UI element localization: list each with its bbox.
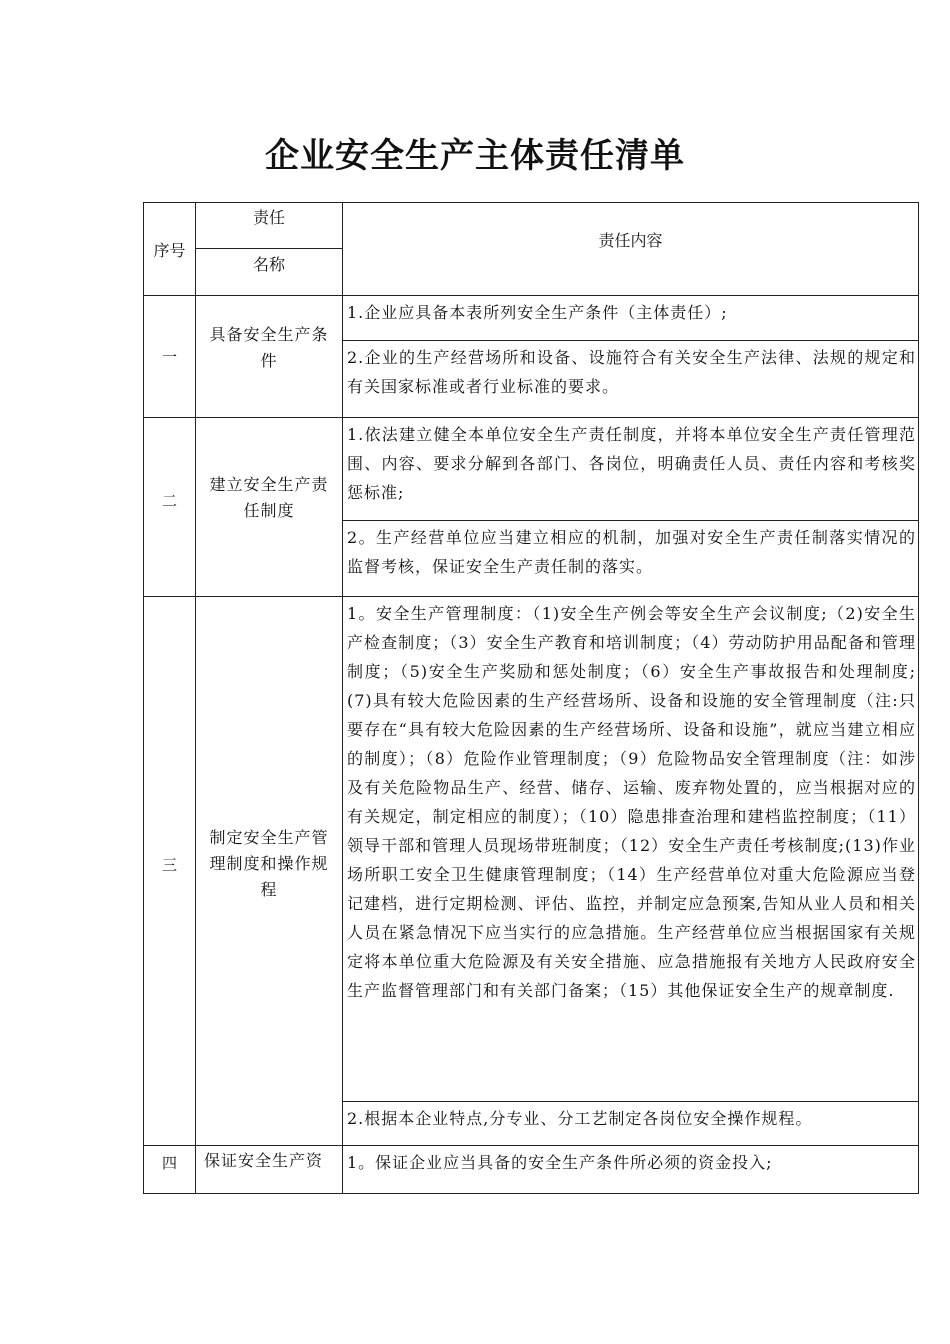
header-name-bottom: 名称 <box>252 254 285 274</box>
row-number: 四 <box>161 1153 177 1172</box>
header-seq: 序号 <box>153 240 186 260</box>
header-name-top: 责任 <box>252 207 285 227</box>
row-number: 二 <box>161 491 177 510</box>
row-item: 2.根据本企业特点,分专业、分工艺制定各岗位安全操作规程。 <box>347 1109 813 1128</box>
table-border-bottom <box>143 1193 919 1194</box>
row-item: 1。保证企业应当具备的安全生产条件所必须的资金投入; <box>347 1153 773 1172</box>
row-item: 1。安全生产管理制度：（1)安全生产例会等安全生产会议制度;（2)安全生产检查制度；（3）安全生产教育和培训制度；（4）劳动防护用品配备和管理制度；（5)安全生产奖励和惩处制度；（6）安全生产事故报告和处理制度;(7)具有较大危险因素的生产经营场所、设备和设施的安全管理制度（注:只要存在“具有较大危险因素的生产经营场所、设备和设施”，就应当建立相应的制度）；（8）危险作业管理制度；（9）危险物品安全管理制度（注：如涉及有关危险物品生产、经营、储存、运输、废弃物处置的，应当根据对应的有关规定，制定相应的制度）；（10）隐患排查治理和建档监控制度；（11）领导干部和管理人员现场带班制度；（12）安全生产责任考核制度;(13)作业场所职工安全卫生健康管理制度；（14）生产经营单位对重大危险源应当登记建档，进行定期检测、评估、监控，并制定应急预案,告知从业人员和相关人员在紧急情况下应当实行的应急措施。生产经营单位应当根据国家有关规定将本单位重大危险源及有关安全措施、应急措施报有关地方人民政府安全生产监督管理部门和有关部门备案；（15）其他保证安全生产的规章制度. <box>347 604 916 1000</box>
page-title: 企业安全生产主体责任清单 <box>265 136 685 176</box>
table-border-right <box>918 202 919 1194</box>
row-item: 1.依法建立健全本单位安全生产责任制度，并将本单位安全生产责任管理范围、内容、要求分解到各部门、各岗位，明确责任人员、责任内容和考核奖惩标准; <box>347 425 916 502</box>
row-name: 保证安全生产资 <box>204 1151 324 1170</box>
row-name: 制定安全生产管理制度和操作规程 <box>209 828 329 899</box>
row-number: 三 <box>161 855 177 874</box>
row-item: 1.企业应具备本表所列安全生产条件（主体责任）; <box>347 303 728 322</box>
header-content: 责任内容 <box>598 230 663 250</box>
row-item: 2。生产经营单位应当建立相应的机制，加强对安全生产责任制落实情况的监督考核，保证安全生产责任制的落实。 <box>347 528 916 576</box>
row-number: 一 <box>161 348 177 366</box>
row-name: 具备安全生产条件 <box>209 325 329 370</box>
row-item: 2.企业的生产经营场所和设备、设施符合有关安全生产法律、法规的规定和有关国家标准或者行业标准的要求。 <box>347 348 916 396</box>
row-name: 建立安全生产责任制度 <box>209 475 329 520</box>
